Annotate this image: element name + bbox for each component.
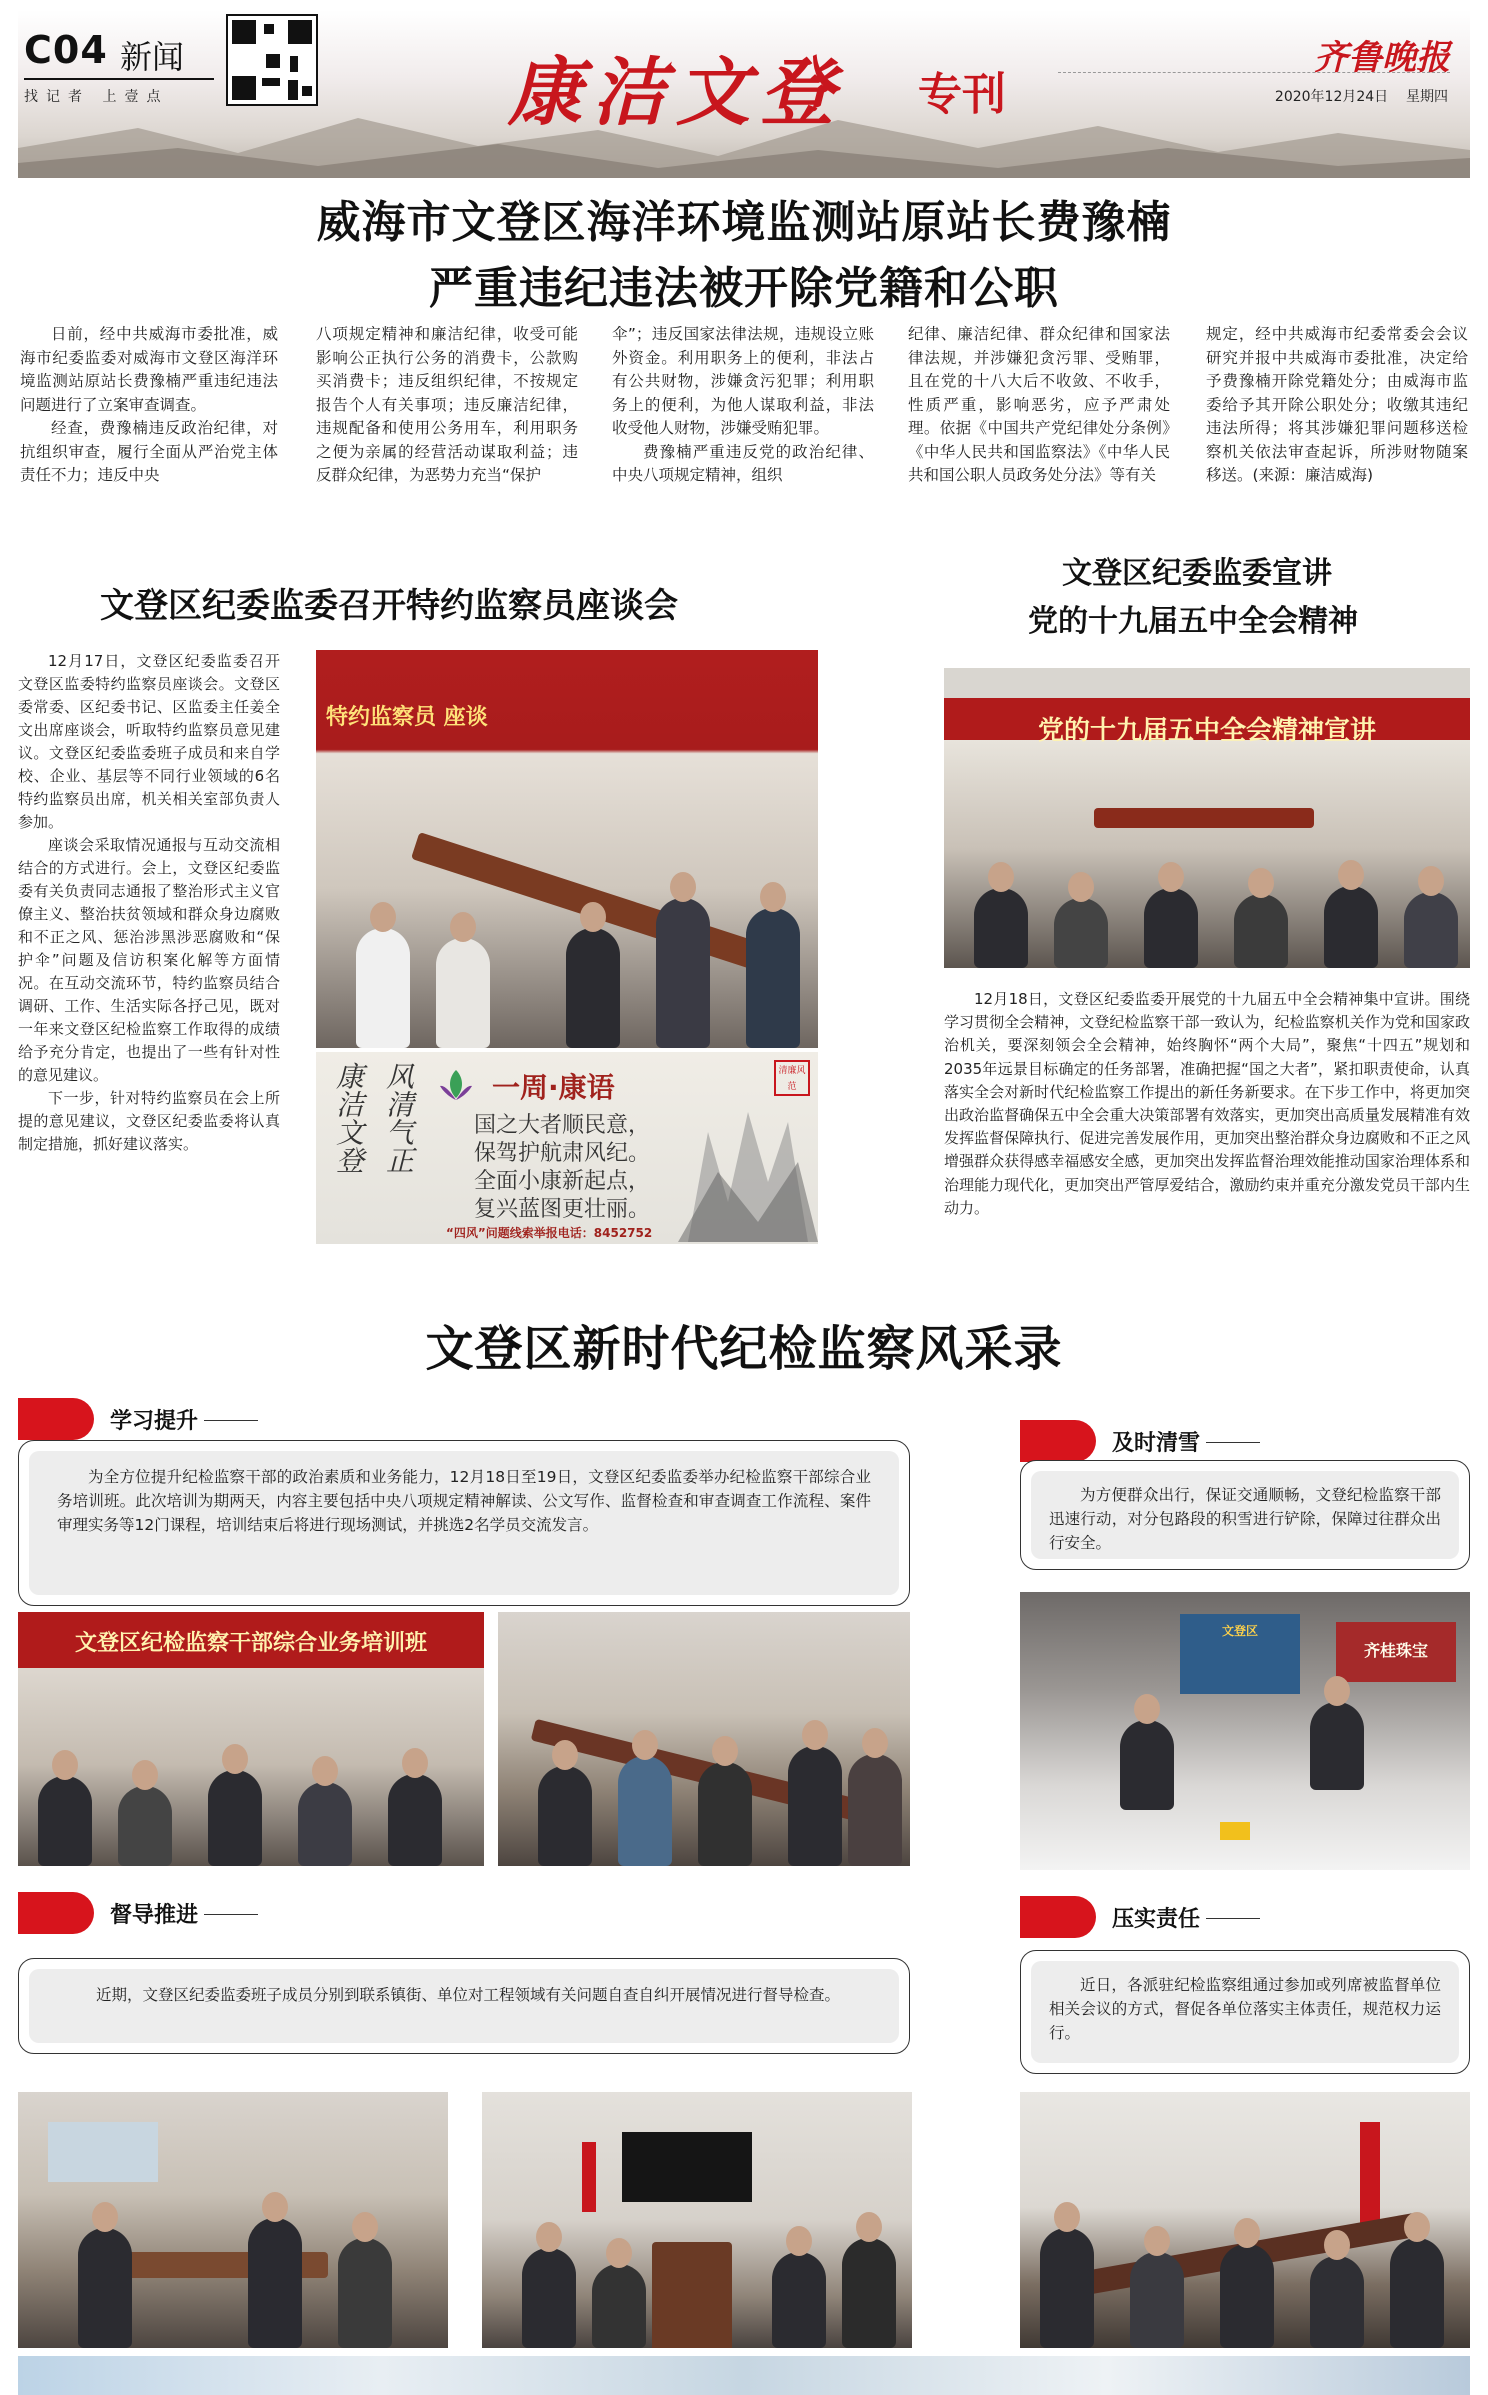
article3-title-line2: 党的十九届五中全会精神 xyxy=(1028,604,1358,639)
snow-clearing-photo xyxy=(1020,1592,1470,1870)
mountain-painting xyxy=(678,1092,818,1242)
article1-col2: 八项规定精神和廉洁纪律，收受可能影响公正执行公务的消费卡，公款购买消费卡；违反组织纪律，不按规定报告个人有关事项；违反廉洁纪律，违规配备和使用公务用车，利用职务之便为亲属的经营活动谋取利益；违反群众纪律，为恶势力充当“保护 xyxy=(316,325,578,484)
poster-calligraphy-right: 风清气正 xyxy=(382,1062,415,1174)
newspaper-logo: 齐鲁晚报 xyxy=(1314,38,1450,78)
poster-line-1: 国之大者顺民意， xyxy=(474,1113,651,1138)
poster-line-4: 复兴蓝图更壮丽。 xyxy=(474,1197,651,1222)
poster-title: 一周·康语 xyxy=(492,1071,615,1104)
footer-decoration xyxy=(18,2356,1470,2395)
poster-line-3: 全面小康新起点， xyxy=(474,1169,651,1194)
poster-footer: “四风”问题线索举报电话：8452752 xyxy=(446,1226,653,1240)
masthead xyxy=(18,10,1470,178)
tag-snow: 及时清雪 xyxy=(1020,1420,1280,1462)
supervise-text-box: 近期，文登区纪委监委班子成员分别到联系镇街、单位对工程领域有关问题自查自纠开展情况进行督导检查。 xyxy=(18,1958,910,2054)
article1-col1: 日前，经中共威海市委批准，威海市纪委监委对威海市文登区海洋环境监测站原站长费豫楠严重违纪违法问题进行了立案审查调查。 经查，费豫楠违反政治纪律，对抗组织审查，履行全面从严治党主体责任不力；违反中央 xyxy=(20,325,278,484)
article1-title-line1: 威海市文登区海洋环境监测站原站长费豫楠 xyxy=(316,197,1172,248)
shovel xyxy=(1220,1822,1250,1840)
sign-right: 齐桂珠宝 xyxy=(1363,1641,1428,1660)
weekly-quote-poster xyxy=(316,1052,818,1244)
sign-left: 文登区 xyxy=(1221,1624,1258,1638)
poster-line-2: 保驾护航肃风纪。 xyxy=(474,1141,651,1166)
feature-title: 文登区新时代纪检监察风采录 xyxy=(425,1321,1063,1377)
duty-text-box: 近日，各派驻纪检监察组通过参加或列席被监督单位相关会议的方式，督促各单位落实主体责任，规范权力运行。 xyxy=(1020,1950,1470,2074)
training-photo-2 xyxy=(498,1612,910,1866)
article1-title-line2: 严重违纪违法被开除党籍和公职 xyxy=(429,263,1059,314)
study-text-box: 为全方位提升纪检监察干部的政治素质和业务能力，12月18日至19日，文登区纪委监委举办纪检监察干部综合业务培训班。此次培训为期两天，内容主要包括中央八项规定精神解读、公文写作、监督检查和审查调查工作流程、案件审理实务等12门课程，培训结束后将进行现场测试，并挑选2名学员交流发言。 xyxy=(18,1440,910,1606)
inspection-photo-2 xyxy=(482,2092,912,2348)
header-divider xyxy=(24,78,214,80)
editor-line: 找记者 上壹点 xyxy=(24,89,169,105)
page-number: C04 xyxy=(24,28,108,72)
article1-col4: 纪律、廉洁纪律、群众纪律和国家法律法规，并涉嫌犯贪污罪、受贿罪，且在党的十八大后不收敛、不收手，性质严重，影响恶劣，应予严肃处理。依据《中国共产党纪律处分条例》《中华人民共和国监察法》《中华人民共和国公职人员政务处分法》等有关 xyxy=(908,325,1170,484)
article1-col3: 伞”；违反国家法律法规，违规设立账外资金。利用职务上的便利，非法占有公共财物，涉嫌贪污犯罪；利用职务上的便利，为他人谋取利益，非法收受他人财物，涉嫌受贿犯罪。 费豫楠严重违反党的政治纪律、中央八项规定精神，组织 xyxy=(612,325,874,484)
article1-col5: 规定，经中共威海市纪委常委会会议研究并报中共威海市委批准，决定给予费豫楠开除党籍处分；由威海市监委给予其开除公职处分；收缴其违纪违法所得；将其涉嫌犯罪问题移送检察机关依法审查起诉，所涉财物随案移送。(来源：廉洁威海) xyxy=(1206,325,1468,484)
special-issue-label: 专刊 xyxy=(918,69,1006,120)
tag-flag xyxy=(1020,1896,1096,1938)
tag-supervise: 督导推进 xyxy=(18,1892,278,1934)
lotus-icon xyxy=(434,1064,478,1108)
meeting-photo: 特约监察员 座谈 xyxy=(316,650,818,1048)
poster-seal: 清廉风范 xyxy=(774,1060,810,1096)
header-dashed-line xyxy=(1058,72,1450,73)
article2-title: 文登区纪委监委召开特约监察员座谈会 xyxy=(100,586,678,626)
inspection-photo-1 xyxy=(18,2092,448,2348)
lecture-photo: 党的十九届五中全会精神宣讲 xyxy=(944,668,1470,968)
tag-flag xyxy=(18,1892,94,1934)
special-issue-title: 康洁文登 xyxy=(508,50,844,136)
issue-date: 2020年12月24日 星期四 xyxy=(1274,89,1448,105)
tag-study: 学习提升 xyxy=(18,1398,278,1440)
article3-title-line1: 文登区纪委监委宣讲 xyxy=(1062,556,1332,591)
article3-body: 12月18日，文登区纪委监委开展党的十九届五中全会精神集中宣讲。围绕学习贯彻全会精神，文登纪检监察干部一致认为，纪检监察机关作为党和国家政治机关，要深刻领会全会精神，始终胸怀“两个大局”，聚焦“十四五”规划和2035年远景目标确定的任务部署，准确把握“国之大者”，紧扣职责使命，认真落实全会对新时代纪检监察工作提出的新任务新要求。在下步工作中，将更加突出政治监督确保五中全会重大决策部署有效落实，更加突出高质量发展精准有效发挥监督保障执行、促进完善发展作用，更加突出整治群众身边腐败和不正之风增强群众获得感幸福感安全感，更加突出发挥监督治理效能推动国家治理体系和治理能力现代化，更加突出严管厚爱结合，激励约束并重充分激发党员干部内生动力。 xyxy=(944,990,1470,1217)
snow-text-box: 为方便群众出行，保证交通顺畅，文登纪检监察干部迅速行动，对分包路段的积雪进行铲除，保障过往群众出行安全。 xyxy=(1020,1460,1470,1570)
poster-calligraphy-left: 康洁文登 xyxy=(332,1062,365,1174)
training-photo-1: 文登区纪检监察干部综合业务培训班 xyxy=(18,1612,484,1866)
qr-code[interactable] xyxy=(226,14,318,106)
tag-flag xyxy=(18,1398,94,1440)
tag-duty: 压实责任 xyxy=(1020,1896,1280,1938)
meeting-photo-duty xyxy=(1020,2092,1470,2348)
tag-flag xyxy=(1020,1420,1096,1462)
article2-body: 12月17日，文登区纪委监委召开文登区监委特约监察员座谈会。文登区委常委、区纪委书记、区监委主任姜全文出席座谈会，听取特约监察员意见建议。文登区纪委监委班子成员和来自学校、企业、基层等不同行业领域的6名特约监察员出席，机关相关室部负责人参加。 座谈会采取情况通报与互动交流相结合的方式进行。会上，文登区纪委监委有关负责同志通报了整治形式主义官僚主义、整治扶贫领域和群众身边腐败和不正之风、惩治涉黑涉恶腐败和“保护伞”问题及信访积案化解等方面情况。在互动交流环节，特约监察员结合调研、工作、生活实际各抒己见，既对一年来文登区纪检监察工作取得的成绩给予充分肯定，也提出了一些有针对性的意见建议。 下一步，针对特约监察员在会上所提的意见建议，文登区纪委监委将认真制定措施，抓好建议落实。 xyxy=(18,652,280,1153)
section-label: 新闻 xyxy=(120,38,185,76)
